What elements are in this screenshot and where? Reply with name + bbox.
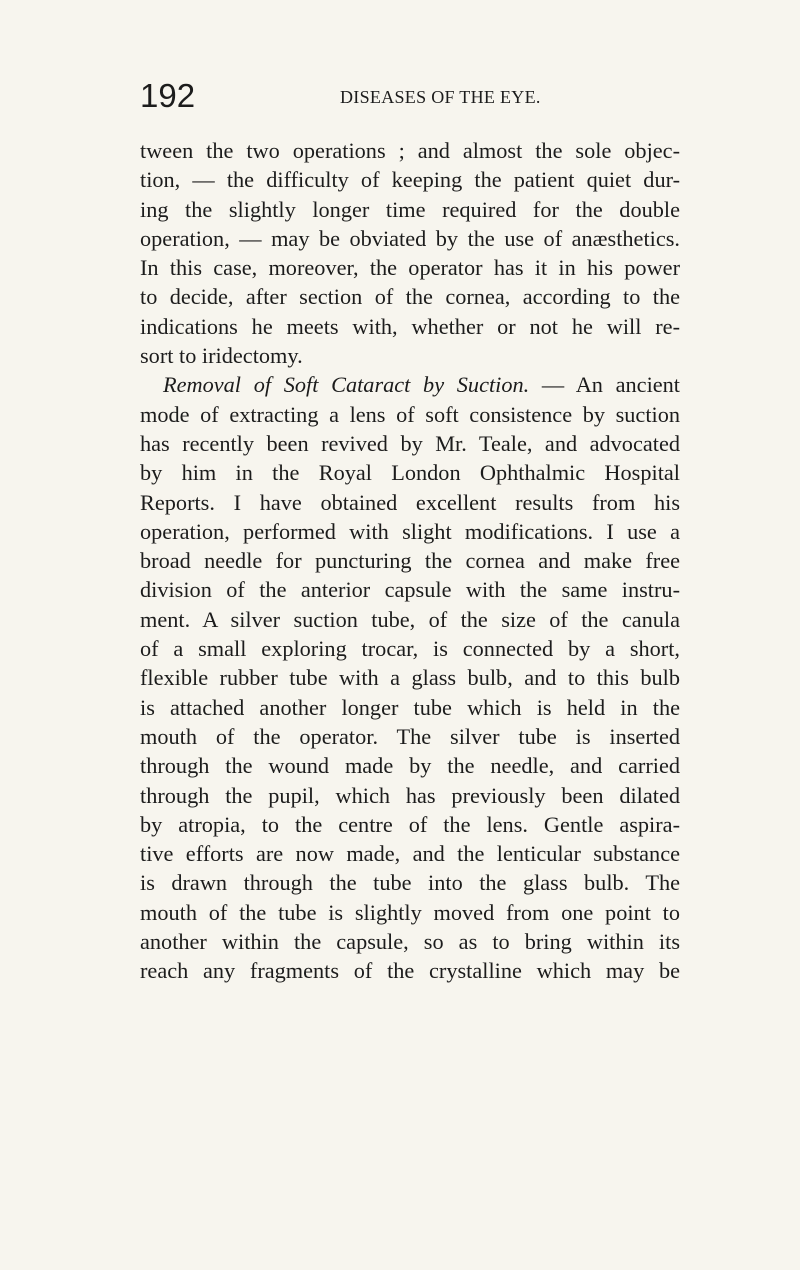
text-line: reach any fragments of the crystalline which may be xyxy=(140,958,680,984)
text-line: through the pupil, which has previously been dilated xyxy=(140,782,680,808)
text-line: has recently been revived by Mr. Teale, and advocated xyxy=(140,430,680,456)
text-line: sort to iridectomy. xyxy=(140,343,303,369)
text-line: mode of extracting a lens of soft consistence by suction xyxy=(140,401,680,427)
section-heading-line xyxy=(140,370,680,399)
text-line: mouth of the tube is slightly moved from one point to xyxy=(140,899,680,925)
page-number: 192 xyxy=(140,77,196,114)
text-line: to decide, after section of the cornea, according to the xyxy=(140,284,680,310)
text-line: another within the capsule, so as to bring within its xyxy=(140,929,680,955)
running-head: DISEASES OF THE EYE. xyxy=(340,87,541,107)
text-line: flexible rubber tube with a glass bulb, and to this bulb xyxy=(140,665,680,691)
text-line: is attached another longer tube which is held in the xyxy=(140,694,680,720)
text-line: by atropia, to the centre of the lens. Gentle aspira- xyxy=(140,811,680,837)
text-line: tive efforts are now made, and the lenticular substance xyxy=(140,841,680,867)
text-line: operation, performed with slight modifications. I use a xyxy=(140,518,680,544)
text-line: ing the slightly longer time required for the double xyxy=(140,196,680,222)
text-line: In this case, moreover, the operator has it in his power xyxy=(140,255,680,281)
text-line: by him in the Royal London Ophthalmic Hospital xyxy=(140,460,680,486)
section-title: Removal of Soft Cataract by Suction. xyxy=(163,372,530,398)
section-heading-rest: — An ancient xyxy=(529,372,680,398)
text-line: tween the two operations ; and almost the sole objec- xyxy=(140,138,680,163)
text-line: through the wound made by the needle, and carried xyxy=(140,753,680,779)
text-line: Reports. I have obtained excellent results from his xyxy=(140,489,680,515)
page-header xyxy=(140,76,670,116)
text-line: of a small exploring trocar, is connected by a short, xyxy=(140,636,680,662)
body-text xyxy=(140,136,680,986)
text-line: indications he meets with, whether or not he will re- xyxy=(140,313,680,339)
text-line: broad needle for puncturing the cornea and make free xyxy=(140,548,680,574)
text-line: tion, — the difficulty of keeping the patient quiet dur- xyxy=(140,167,680,193)
text-line: division of the anterior capsule with the same instru- xyxy=(140,577,680,603)
text-line: mouth of the operator. The silver tube is inserted xyxy=(140,723,680,749)
text-line: ment. A silver suction tube, of the size of the canula xyxy=(140,606,680,632)
text-line: operation, — may be obviated by the use of anæsthetics. xyxy=(140,225,680,251)
text-line: is drawn through the tube into the glass bulb. The xyxy=(140,870,680,896)
